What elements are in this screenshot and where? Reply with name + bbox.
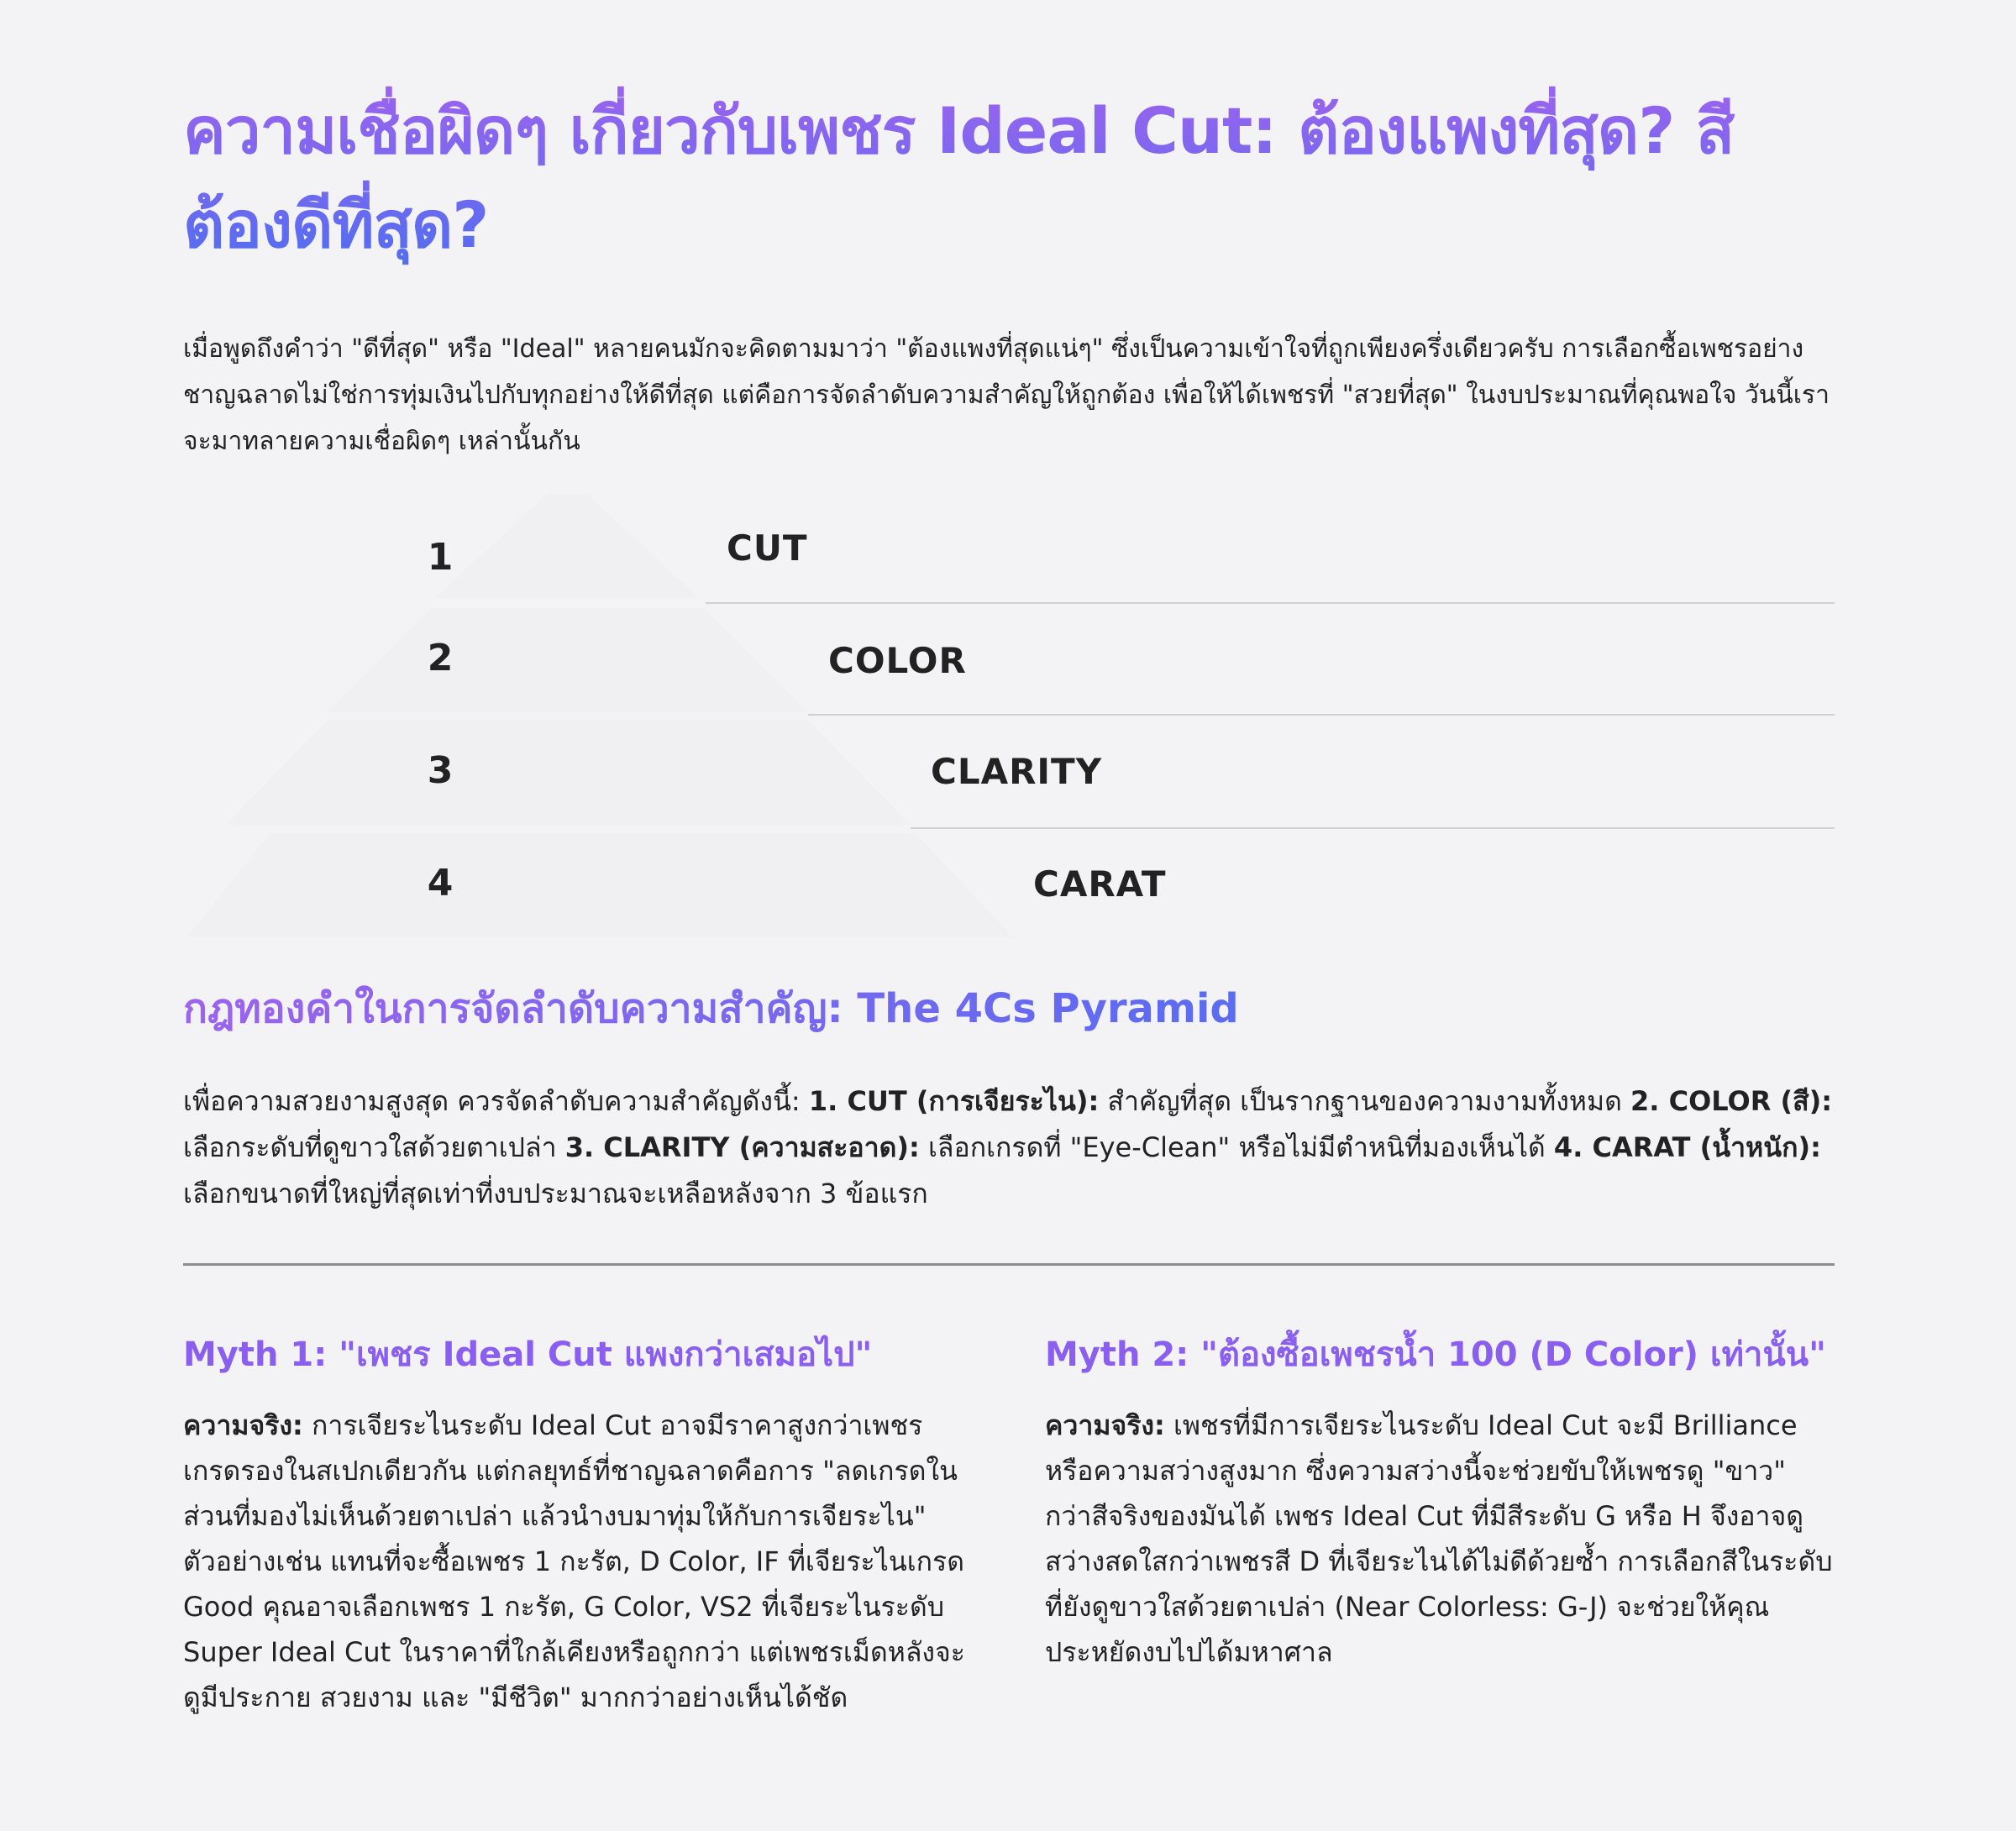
myth-2-title: Myth 2: "ต้องซื้อเพชรน้ำ 100 (D Color) เท่านั้น" bbox=[1045, 1335, 1826, 1374]
rule-carat-label: 4. CARAT (น้ำหนัก): bbox=[1553, 1131, 1821, 1163]
myth-1 bbox=[183, 1325, 973, 1720]
pyramid-tier-2-label: COLOR bbox=[828, 640, 967, 681]
myth-1-fact-label: ความจริง: bbox=[183, 1409, 303, 1441]
rule-cut-text: สำคัญที่สุด เป็นรากฐานของความงามทั้งหมด bbox=[1099, 1085, 1631, 1117]
rule-cut-label: 1. CUT (การเจียระไน): bbox=[808, 1085, 1100, 1117]
pyramid-tier-3-label: CLARITY bbox=[931, 751, 1103, 792]
myth-2 bbox=[1045, 1325, 1835, 1675]
rule-clarity-label: 3. CLARITY (ความสะอาด): bbox=[564, 1131, 920, 1163]
pyramid-tier-2-number: 2 bbox=[427, 637, 454, 679]
pyramid-tier-1-number: 1 bbox=[427, 536, 454, 579]
section-divider bbox=[183, 1263, 1835, 1266]
section-heading: กฎทองคำในการจัดลำดับความสำคัญ: The 4Cs Pyramid bbox=[183, 979, 1239, 1038]
rule-color-label: 2. COLOR (สี): bbox=[1630, 1085, 1833, 1117]
intro-paragraph: เมื่อพูดถึงคำว่า "ดีที่สุด" หรือ "Ideal" หลายคนมักจะคิดตามมาว่า "ต้องแพงที่สุดแน่ๆ" ซึ่งเป็นความเข้าใจที่ถูกเพียงครึ่งเดียวครับ การเลือกซื้อเพชรอย่างชาญฉลาดไม่ใช่การทุ่มเงินไปกับทุกอย่างให้ดีที่สุด แต่คือการจัดลำดับความสำคัญให้ถูกต้อง เพื่อให้ได้เพชรที่ "สวยที่สุด" ในงบประมาณที่คุณพอใจ วันนี้เราจะมาทลายความเชื่อผิดๆ เหล่านั้นกัน bbox=[183, 334, 1830, 456]
rule-color-text: เลือกระดับที่ดูขาวใสด้วยตาเปล่า bbox=[183, 1131, 565, 1163]
pyramid-tier-3-number: 3 bbox=[427, 749, 454, 792]
page-title: ความเชื่อผิดๆ เกี่ยวกับเพชร Ideal Cut: ต้องแพงที่สุด? สีต้องดีที่สุด? bbox=[183, 84, 1835, 272]
pyramid-tier-3-rule bbox=[911, 827, 1835, 829]
myth-2-fact-label: ความจริง: bbox=[1045, 1409, 1165, 1441]
pyramid-tier-4-label: CARAT bbox=[1033, 863, 1167, 905]
pyramid-tier-1-rule bbox=[706, 602, 1835, 604]
rule-intro: เพื่อความสวยงามสูงสุด ควรจัดลำดับความสำคัญดังนี้: bbox=[183, 1085, 809, 1117]
myth-1-body bbox=[183, 1403, 973, 1720]
rule-carat-text: เลือกขนาดที่ใหญ่ที่สุดเท่าที่งบประมาณจะเหลือหลังจาก 3 ข้อแรก bbox=[183, 1178, 928, 1209]
myth-1-fact-text: การเจียระไนระดับ Ideal Cut อาจมีราคาสูงกว่าเพชรเกรดรองในสเปกเดียวกัน แต่กลยุทธ์ที่ชาญฉลาดคือการ "ลดเกรดในส่วนที่มองไม่เห็นด้วยตาเปล่า แล้วนำงบมาทุ่มให้กับการเจียระไน" ตัวอย่างเช่น แทนที่จะซื้อเพชร 1 กะรัต, D Color, IF ที่เจียระไนเกรด Good คุณอาจเลือกเพชร 1 กะรัต, G Color, VS2 ที่เจียระไนระดับ Super Ideal Cut ในราคาที่ใกล้เคียงหรือถูกกว่า แต่เพชรเม็ดหลังจะดูมีประกาย สวยงาม และ "มีชีวิต" มากกว่าอย่างเห็นได้ชัด bbox=[183, 1409, 965, 1713]
pyramid-tier-2-rule bbox=[808, 714, 1835, 716]
pyramid-tier-4 bbox=[186, 833, 1013, 937]
pyramid-tier-3 bbox=[225, 721, 911, 825]
four-cs-pyramid bbox=[183, 494, 1835, 939]
myth-1-title: Myth 1: "เพชร Ideal Cut แพงกว่าเสมอไป" bbox=[183, 1335, 873, 1374]
priority-rule-paragraph bbox=[183, 1078, 1835, 1217]
rule-clarity-text: เลือกเกรดที่ "Eye-Clean" หรือไม่มีตำหนิที่มองเห็นได้ bbox=[919, 1131, 1554, 1163]
myth-2-fact-text: เพชรที่มีการเจียระไนระดับ Ideal Cut จะมี Brilliance หรือความสว่างสูงมาก ซึ่งความสว่างนี้จะช่วยขับให้เพชรดู "ขาว" กว่าสีจริงของมันได้ เพชร Ideal Cut ที่มีสีระดับ G หรือ H จึงอาจดูสว่างสดใสกว่าเพชรสี D ที่เจียระไนได้ไม่ดีด้วยซ้ำ การเลือกสีในระดับที่ยังดูขาวใสด้วยตาเปล่า (Near Colorless: G-J) จะช่วยให้คุณประหยัดงบไปได้มหาศาล bbox=[1045, 1409, 1833, 1668]
pyramid-tier-1-label: CUT bbox=[727, 527, 808, 569]
pyramid-tier-4-number: 4 bbox=[427, 862, 454, 905]
myth-2-body bbox=[1045, 1403, 1835, 1675]
